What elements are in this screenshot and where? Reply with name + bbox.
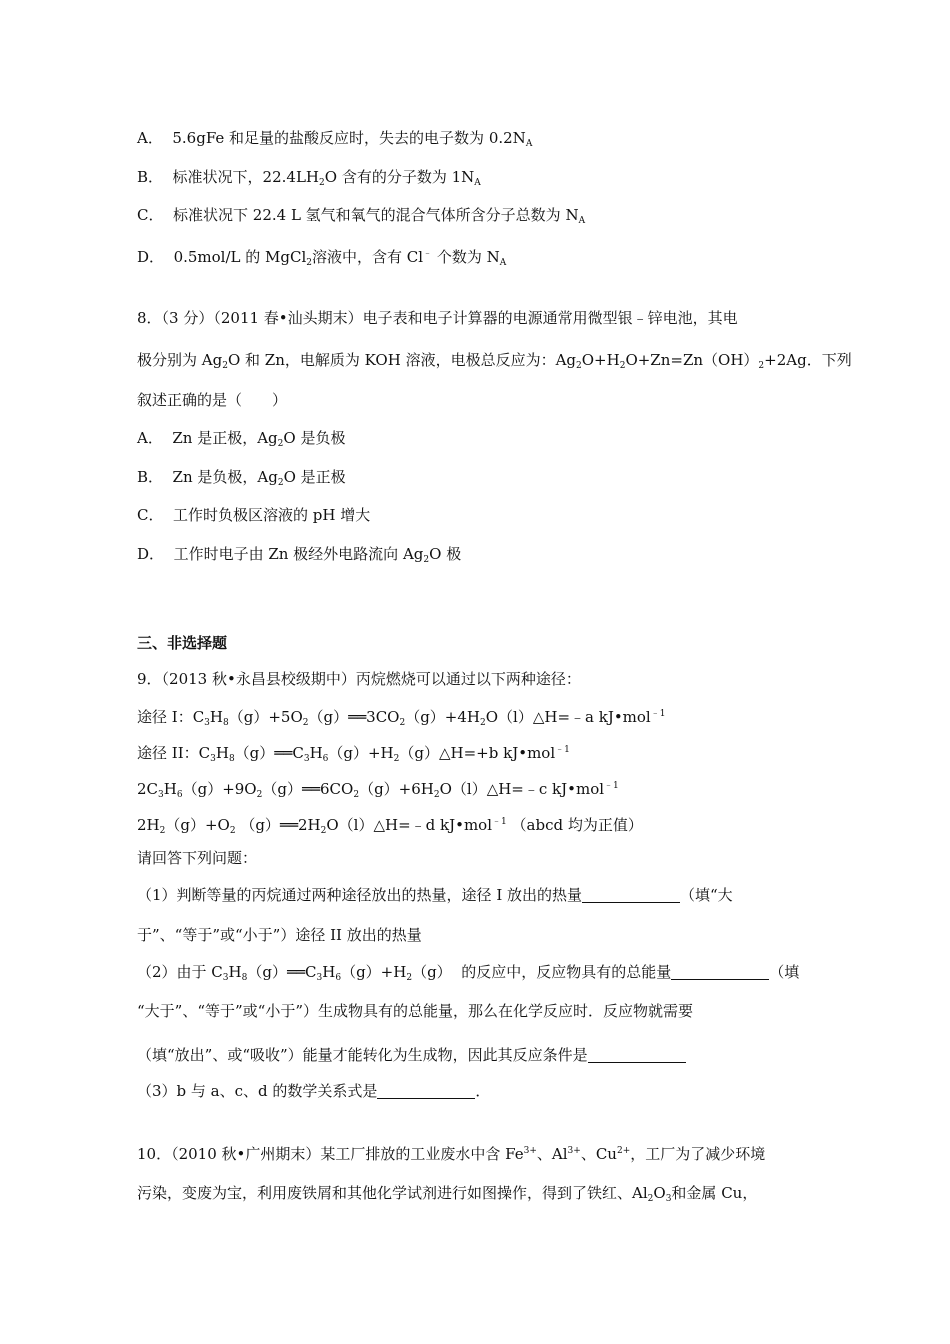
- q9-reaction3: $2C_3H_6(g)+9O_2(g)══6CO_2(g)+6H_2O(l)\triangle H=﹣c$ kJ•mol$^{﹣1}$: [137, 780, 619, 800]
- q8-option-a: A． Zn 是正极，$Ag_2O$ 是负极: [137, 429, 346, 449]
- q10-stem-line2: 污染，变废为宝，利用废铁屑和其他化学试剂进行如图操作，得到了铁红、$Al_2O_3$和金属 Cu，: [137, 1184, 758, 1204]
- q9-reaction4: $2H_2(g)+O_2$ $(g)══2H_2O(l)\triangle H=﹣d$ kJ•mol$^{﹣1}$ （abcd 均为正值）: [137, 816, 643, 836]
- q9-part2-line2: “大于”、“等于”或“小于”）生成物具有的总能量，那么在化学反应时．反应物就需要: [137, 1002, 694, 1020]
- q9-intro: 9．（2013 秋•永昌县校级期中）丙烷燃烧可以通过以下两种途径：: [137, 670, 581, 688]
- q7-option-c: C． 标准状况下 22.4 L 氢气和氧气的混合气体所含分子总数为 $N_A$: [137, 206, 586, 226]
- q9-part1-line2: 于”、“等于”或“小于”）途径 II 放出的热量: [137, 926, 422, 944]
- q8-option-c: C． 工作时负极区溶液的 pH 增大: [137, 506, 371, 524]
- q7-option-a: A． 5.6gFe 和足量的盐酸反应时，失去的电子数为 $0.2N_A$: [137, 129, 533, 149]
- q10-stem-line1: 10．（2010 秋•广州期末）某工厂排放的工业废水中含 $Fe^{3+}$、$Al^{3+}$、$Cu^{2+}$，工厂为了减少环境: [137, 1145, 766, 1163]
- section-heading: 三、非选择题: [137, 634, 228, 652]
- q8-option-d: D． 工作时电子由 Zn 极经外电路流向 $Ag_2O$ 极: [137, 545, 462, 565]
- q8-stem-line1: 8．（3 分）（2011 春•汕头期末）电子表和电子计算器的电源通常用微型银﹣锌电池，其电: [137, 309, 738, 327]
- q8-stem-line2: 极分别为 $Ag_2O$ 和 Zn，电解质为 KOH 溶液，电极总反应为：$Ag_2O+H_2O+Zn=Zn(OH)_2+2Ag$．下列: [137, 351, 852, 371]
- answer-blank[interactable]: [377, 1082, 475, 1099]
- q9-part3: （3）b 与 a、c、d 的数学关系式是 ．: [137, 1082, 491, 1100]
- q9-route1: 途径 I：$C_3H_8(g)+5O_2(g)══3CO_2(g)+4H_2O(l)\triangle H=﹣a$ kJ•mol$^{﹣1}$: [137, 708, 666, 728]
- answer-blank[interactable]: [582, 886, 680, 903]
- q9-part2-line1: （2）由于 $C_3H_8(g)══C_3H_6(g)+H_2(g)$ 的反应中，反应物具有的总能量 （填: [137, 963, 800, 983]
- q7-option-b: B． 标准状况下，$22.4LH_2O$ 含有的分子数为 $1N_A$: [137, 168, 481, 188]
- q9-ask: 请回答下列问题：: [137, 849, 258, 867]
- answer-blank[interactable]: [671, 963, 769, 980]
- answer-blank[interactable]: [588, 1046, 686, 1063]
- q9-part1-line1: （1）判断等量的丙烷通过两种途径放出的热量，途径 I 放出的热量 （填“大: [137, 886, 733, 904]
- q9-part2-line3: （填“放出”、或“吸收”）能量才能转化为生成物，因此其反应条件是: [137, 1045, 686, 1065]
- q7-option-d: D． 0.5mol/L 的 MgCl$_2$溶液中，含有 Cl﹣ 个数为 $N_A$: [137, 248, 507, 268]
- q8-stem-line3: 叙述正确的是（ ）: [137, 391, 288, 409]
- q8-option-b: B． Zn 是负极，$Ag_2O$ 是正极: [137, 468, 346, 488]
- q9-route2: 途径 II：$C_3H_8(g)══C_3H_6(g)+H_2(g)\triangle H=+b$ kJ•mol$^{﹣1}$: [137, 744, 570, 764]
